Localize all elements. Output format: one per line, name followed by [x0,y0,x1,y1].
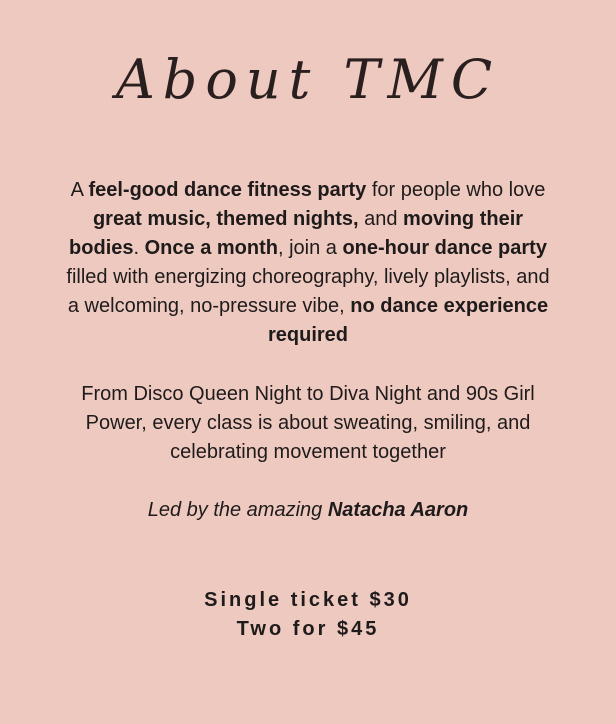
section-heading: About TMC [115,48,501,111]
desc-bold-6: no dance experience required [267,295,549,346]
ticket-pricing [0,586,616,644]
single-ticket-price: Single ticket $30 [204,589,412,611]
intro-description [62,176,554,350]
desc-bold-4: Once a month [144,237,278,259]
instructor-prefix: Led by the amazing [147,499,328,521]
desc-bold-2: great music, themed nights, [92,208,359,230]
desc-text-1: A [70,179,89,201]
desc-text-5: , join a [277,237,343,259]
desc-text-4: . [133,237,145,259]
desc-text-2: for people who love [366,179,546,201]
instructor-line [0,496,616,525]
themes-paragraph: From Disco Queen Night to Diva Night and 90s Girl Power, every class is about sweating, smiling, and celebrating movement together [81,383,535,463]
desc-bold-3: moving their bodies [69,208,524,259]
two-ticket-price: Two for $45 [236,618,380,640]
desc-text-6: filled with energizing choreography, lively playlists, and a welcoming, no-pressure vibe, [66,266,550,317]
instructor-name: Natacha Aaron [327,499,469,521]
desc-bold-5: one-hour dance party [342,237,547,259]
heading-container [0,40,616,120]
desc-text-3: and [358,208,404,230]
desc-bold-1: feel-good dance fitness party [88,179,367,201]
